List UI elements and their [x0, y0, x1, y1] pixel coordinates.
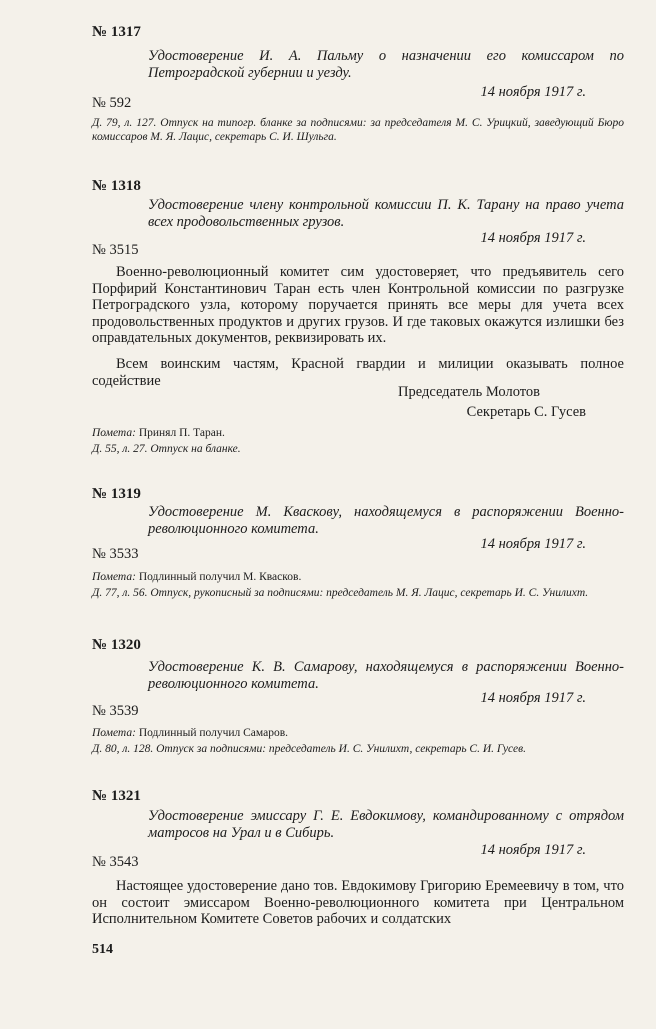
doc-date: 14 ноября 1917 г. [480, 230, 586, 246]
page-number: 514 [92, 942, 113, 957]
doc-body: Настоящее удостоверение дано тов. Евдокимову Григорию Еремеевичу в том, что он состоит эмиссаром Военно-революционного комитета при Центральном Исполнительном Комитете Советов рабочих и солдатских [92, 878, 624, 927]
doc-reg-number: № 3515 [92, 242, 139, 258]
signature-secretary: Секретарь С. Гусев [466, 404, 586, 420]
doc-mark [92, 426, 624, 440]
doc-date: 14 ноября 1917 г. [480, 84, 586, 100]
doc-number: № 1320 [92, 637, 141, 653]
doc-number: № 1318 [92, 178, 141, 194]
doc-number: № 1319 [92, 486, 141, 502]
doc-title: Удостоверение К. В. Самарову, находящемуся в распоряжении Военно-революционного комитета. [148, 659, 624, 692]
mark-text: Подлинный получил М. Квасков. [138, 571, 302, 583]
mark-label: Помета: [92, 571, 136, 583]
doc-number: № 1317 [92, 24, 141, 40]
mark-text: Принял П. Таран. [138, 427, 225, 439]
doc-date: 14 ноября 1917 г. [480, 536, 586, 552]
doc-source: Д. 77, л. 56. Отпуск, рукописный за подписями: председатель М. Я. Лацис, секретарь И. С. Унилихт. [92, 587, 589, 599]
doc-date: 14 ноября 1917 г. [480, 690, 586, 706]
doc-title: Удостоверение члену контрольной комиссии П. К. Тарану на право учета всех продовольственных грузов. [148, 197, 624, 230]
doc-source: Д. 79, л. 127. Отпуск на типогр. бланке за подписями: за председателя М. С. Урицкий, заведующий Бюро комиссаров М. Я. Лацис, секретарь С. И. Шульга. [92, 117, 624, 143]
mark-label: Помета: [92, 427, 136, 439]
doc-reg-number: № 592 [92, 95, 132, 111]
mark-label: Помета: [92, 727, 136, 739]
doc-title: Удостоверение М. Кваскову, находящемуся в распоряжении Военно-революционного комитета. [148, 504, 624, 537]
doc-date: 14 ноября 1917 г. [480, 842, 586, 858]
doc-reg-number: № 3543 [92, 854, 139, 870]
doc-reg-number: № 3539 [92, 703, 139, 719]
mark-text: Подлинный получил Самаров. [138, 727, 289, 739]
doc-source: Д. 80, л. 128. Отпуск за подписями: председатель И. С. Унилихт, секретарь С. И. Гусев. [92, 743, 526, 755]
doc-mark [92, 570, 624, 584]
doc-mark [92, 726, 624, 740]
doc-source: Д. 55, л. 27. Отпуск на бланке. [92, 443, 241, 455]
doc-body: Всем воинским частям, Красной гвардии и милиции оказывать полное содействие [92, 356, 624, 389]
signature-chair: Председатель Молотов [397, 384, 540, 400]
doc-title: Удостоверение эмиссару Г. Е. Евдокимову, командированному с отрядом матросов на Урал и в Сибирь. [148, 808, 624, 841]
doc-reg-number: № 3533 [92, 546, 139, 562]
doc-number: № 1321 [92, 788, 141, 804]
doc-body: Военно-революционный комитет сим удостоверяет, что предъявитель сего Порфирий Константинович Таран есть член Контрольной комиссии по разгрузке Петроградского узла, которому поручается принять все меры для учета всех продовольственных продуктов и других грузов. И где таковых окажутся излишки без оправдательных документов, реквизировать их. [92, 264, 624, 346]
doc-title: Удостоверение И. А. Пальму о назначении его комиссаром по Петроградской губернии и уезду. [148, 48, 624, 81]
